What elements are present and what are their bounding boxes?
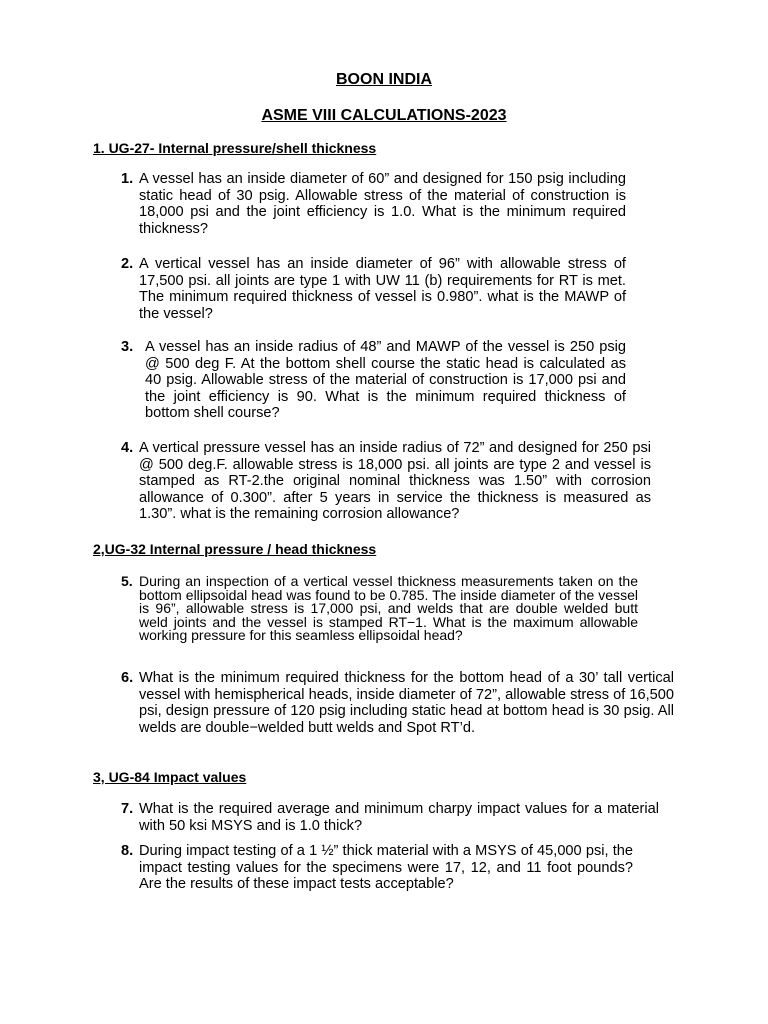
- question-text: A vessel has an inside diameter of 60” and designed for 150 psig including static head of 30 psig. Allowable stress of the material of construction is 18,000 psi and the joint efficiency is 1.0. What is the minimum required thickness?: [139, 171, 626, 237]
- question-number: 4.: [121, 440, 134, 456]
- question-number: 2.: [121, 256, 134, 272]
- question-text: A vessel has an inside radius of 48” and MAWP of the vessel is 250 psig @ 500 deg F. At the bottom shell course the static head is calculated as 40 psig. Allowable stress of the material of construction is 17,000 psi and the joint efficiency is 90. What is the minimum required thickness of bottom shell course?: [145, 339, 626, 421]
- question-number: 3.: [121, 339, 134, 355]
- question-text: A vertical pressure vessel has an inside radius of 72” and designed for 250 psi @ 500 deg.F. allowable stress is 18,000 psi. all joints are type 2 and vessel is stamped as RT-2.the original nominal thickness was 1.50” with corrosion allowance of 0.300”. after 5 years in service the thickness is measured as 1.30”. what is the remaining corrosion allowance?: [139, 440, 651, 522]
- question-number: 5.: [121, 573, 133, 589]
- question-text: What is the required average and minimum charpy impact values for a material with 50 ksi MSYS and is 1.0 thick?: [139, 801, 659, 834]
- question-item: [121, 801, 659, 834]
- document-title: BOON INDIA: [336, 71, 432, 88]
- document-subtitle: ASME VIII CALCULATIONS-2023: [261, 107, 507, 124]
- question-item: [121, 171, 626, 237]
- question-number: 7.: [121, 801, 134, 817]
- question-text: During impact testing of a 1 ½” thick material with a MSYS of 45,000 psi, the impact testing values for the specimens were 17, 12, and 11 foot pounds? Are the results of these impact tests acceptable?: [139, 843, 633, 892]
- question-text: What is the minimum required thickness for the bottom head of a 30’ tall vertical vessel with hemispherical heads, inside diameter of 72”, allowable stress of 16,500 psi, design pressure of 120 psig including static head at bottom head is 30 psig. All welds are double−welded butt welds and Spot RT’d.: [139, 670, 674, 736]
- question-number: 1.: [121, 171, 134, 187]
- question-item: [121, 440, 651, 523]
- question-text: During an inspection of a vertical vessel thickness measurements taken on the bottom ellipsoidal head was found to be 0.785. The inside diameter of the vessel is 96”, allowable stress is 17,000 psi, and welds that are double welded butt weld joints and the vessel is stamped RT−1. What is the maximum allowable working pressure for this seamless ellipsoidal head?: [139, 573, 638, 644]
- question-number: 8.: [121, 843, 134, 859]
- question-item: [121, 843, 633, 893]
- section-heading: 3, UG-84 Impact values: [93, 769, 247, 785]
- section-heading: 1. UG-27- Internal pressure/shell thickness: [93, 140, 377, 156]
- question-number: 6.: [121, 670, 134, 686]
- question-item: [121, 256, 626, 322]
- question-item: [121, 670, 674, 736]
- question-text: A vertical vessel has an inside diameter of 96” with allowable stress of 17,500 psi. all joints are type 1 with UW 11 (b) requirements for RT is met. The minimum required thickness of vessel is 0.980”. what is the MAWP of the vessel?: [139, 256, 626, 322]
- section-heading: 2,UG-32 Internal pressure / head thickness: [93, 541, 377, 557]
- question-item: [121, 575, 638, 643]
- question-item: [121, 339, 626, 422]
